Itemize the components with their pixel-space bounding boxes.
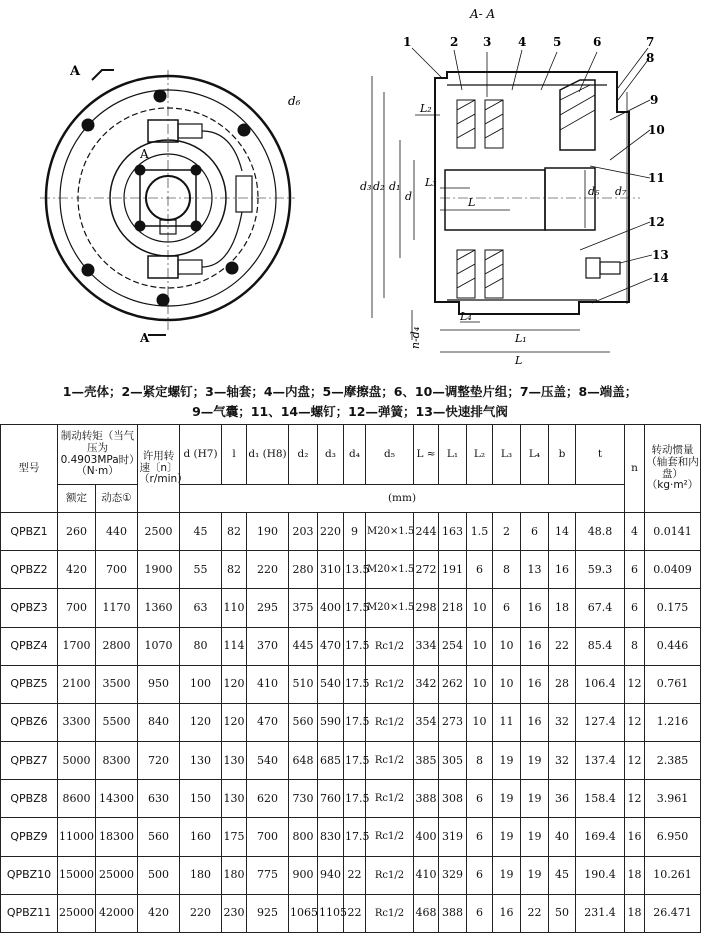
header-d1: d₁ (H8) xyxy=(247,425,289,485)
cell-inertia: 3.961 xyxy=(645,780,701,818)
dim-d2: d₂ xyxy=(373,180,385,193)
cell-L: 388 xyxy=(414,780,439,818)
cell-d5: Rc1/2 xyxy=(366,665,414,703)
dim-d1: d₁ xyxy=(389,180,401,193)
table-row xyxy=(1,742,701,780)
front-view-letter-A: A xyxy=(70,64,81,79)
table-body xyxy=(1,513,701,933)
cell-d5: Rc1/2 xyxy=(366,894,414,932)
cell-L3: 10 xyxy=(493,627,521,665)
cell-l: 130 xyxy=(222,780,247,818)
cell-L1: 273 xyxy=(439,703,467,741)
header-l: l xyxy=(222,425,247,485)
cell-rated-torque: 700 xyxy=(58,589,96,627)
cell-L1: 308 xyxy=(439,780,467,818)
cell-L3: 11 xyxy=(493,703,521,741)
cell-d4: 17.5 xyxy=(344,627,366,665)
technical-drawing xyxy=(0,0,700,375)
dim-d5: d₅ xyxy=(588,185,600,198)
cell-d4: 17.5 xyxy=(344,780,366,818)
cell-L4: 16 xyxy=(521,703,549,741)
cell-d4: 22 xyxy=(344,894,366,932)
cell-L3: 19 xyxy=(493,780,521,818)
front-view-label-d6: d₆ xyxy=(288,94,301,108)
cell-L4: 16 xyxy=(521,589,549,627)
header-b: b xyxy=(549,425,576,485)
cell-inertia: 0.175 xyxy=(645,589,701,627)
cell-l: 82 xyxy=(222,513,247,551)
cell-n: 8 xyxy=(625,627,645,665)
cell-dynamic-torque: 14300 xyxy=(96,780,138,818)
cell-n: 12 xyxy=(625,703,645,741)
cell-d2: 800 xyxy=(289,818,318,856)
cell-d1: 370 xyxy=(247,627,289,665)
cell-d: 120 xyxy=(180,703,222,741)
cell-L1: 319 xyxy=(439,818,467,856)
cell-speed: 560 xyxy=(138,818,180,856)
cell-L4: 19 xyxy=(521,742,549,780)
table-row xyxy=(1,551,701,589)
part-number-6: 6 xyxy=(593,35,602,49)
cell-L4: 6 xyxy=(521,513,549,551)
table-row xyxy=(1,894,701,932)
cell-l: 175 xyxy=(222,818,247,856)
part-number-1: 1 xyxy=(403,35,412,49)
cell-speed: 500 xyxy=(138,856,180,894)
cell-L3: 6 xyxy=(493,589,521,627)
cell-t: 231.4 xyxy=(576,894,625,932)
cell-speed: 2500 xyxy=(138,513,180,551)
section-view xyxy=(372,48,655,352)
cell-L2: 10 xyxy=(467,703,493,741)
cell-dynamic-torque: 1170 xyxy=(96,589,138,627)
table-head xyxy=(1,425,701,513)
cell-L: 298 xyxy=(414,589,439,627)
cell-d4: 17.5 xyxy=(344,665,366,703)
cell-d: 220 xyxy=(180,894,222,932)
cell-L1: 254 xyxy=(439,627,467,665)
cell-t: 158.4 xyxy=(576,780,625,818)
front-view-label-A-left: A xyxy=(140,147,149,161)
part-number-2: 2 xyxy=(450,35,459,49)
cell-t: 59.3 xyxy=(576,551,625,589)
cell-d3: 760 xyxy=(318,780,344,818)
cell-t: 106.4 xyxy=(576,665,625,703)
part-number-13: 13 xyxy=(652,248,669,262)
cell-d4: 13.5 xyxy=(344,551,366,589)
cell-d2: 375 xyxy=(289,589,318,627)
cell-inertia: 10.261 xyxy=(645,856,701,894)
cell-rated-torque: 25000 xyxy=(58,894,96,932)
cell-L4: 19 xyxy=(521,818,549,856)
table-row xyxy=(1,703,701,741)
cell-d3: 685 xyxy=(318,742,344,780)
cell-b: 40 xyxy=(549,818,576,856)
table-row xyxy=(1,818,701,856)
cell-d4: 9 xyxy=(344,513,366,551)
cell-d1: 190 xyxy=(247,513,289,551)
cell-d2: 1065 xyxy=(289,894,318,932)
cell-inertia: 0.0141 xyxy=(645,513,701,551)
part-number-9: 9 xyxy=(650,93,659,107)
cell-d5: Rc1/2 xyxy=(366,703,414,741)
cell-d2: 900 xyxy=(289,856,318,894)
header-L2: L₂ xyxy=(467,425,493,485)
cell-d4: 17.5 xyxy=(344,589,366,627)
part-number-7: 7 xyxy=(646,35,655,49)
cell-b: 32 xyxy=(549,742,576,780)
cell-d3: 540 xyxy=(318,665,344,703)
cell-L1: 163 xyxy=(439,513,467,551)
cell-dynamic-torque: 700 xyxy=(96,551,138,589)
header-d: d (H7) xyxy=(180,425,222,485)
dim-L3: L₃ xyxy=(425,176,437,189)
dim-n-d4: n-d₄ xyxy=(409,326,422,349)
cell-speed: 630 xyxy=(138,780,180,818)
cell-rated-torque: 1700 xyxy=(58,627,96,665)
cell-rated-torque: 2100 xyxy=(58,665,96,703)
table-row xyxy=(1,665,701,703)
cell-n: 18 xyxy=(625,856,645,894)
header-n: n xyxy=(625,425,645,513)
cell-dynamic-torque: 25000 xyxy=(96,856,138,894)
cell-t: 48.8 xyxy=(576,513,625,551)
cell-b: 18 xyxy=(549,589,576,627)
cell-d3: 1105 xyxy=(318,894,344,932)
cell-d1: 470 xyxy=(247,703,289,741)
header-rated: 额定 xyxy=(58,485,96,513)
header-L1: L₁ xyxy=(439,425,467,485)
cell-inertia: 0.0409 xyxy=(645,551,701,589)
cell-dynamic-torque: 5500 xyxy=(96,703,138,741)
cell-L4: 22 xyxy=(521,894,549,932)
cell-d5: Rc1/2 xyxy=(366,627,414,665)
cell-speed: 950 xyxy=(138,665,180,703)
cell-L: 354 xyxy=(414,703,439,741)
cell-d1: 295 xyxy=(247,589,289,627)
cell-n: 18 xyxy=(625,894,645,932)
cell-inertia: 2.385 xyxy=(645,742,701,780)
cell-L: 410 xyxy=(414,856,439,894)
cell-model: QPBZ6 xyxy=(1,703,58,741)
part-number-8: 8 xyxy=(646,51,655,65)
cell-d1: 620 xyxy=(247,780,289,818)
cell-rated-torque: 11000 xyxy=(58,818,96,856)
header-dynamic: 动态① xyxy=(96,485,138,513)
section-label: A- A xyxy=(470,7,496,21)
cell-model: QPBZ8 xyxy=(1,780,58,818)
cell-L2: 6 xyxy=(467,856,493,894)
cell-L2: 8 xyxy=(467,742,493,780)
cell-d3: 310 xyxy=(318,551,344,589)
cell-d1: 410 xyxy=(247,665,289,703)
cell-L: 272 xyxy=(414,551,439,589)
cell-rated-torque: 8600 xyxy=(58,780,96,818)
header-d2: d₂ xyxy=(289,425,318,485)
cell-d1: 540 xyxy=(247,742,289,780)
cell-L2: 1.5 xyxy=(467,513,493,551)
cell-rated-torque: 15000 xyxy=(58,856,96,894)
dim-L2: L₂ xyxy=(420,102,432,115)
cell-d5: Rc1/2 xyxy=(366,818,414,856)
cell-L2: 10 xyxy=(467,627,493,665)
cell-d1: 925 xyxy=(247,894,289,932)
cell-d5: Rc1/2 xyxy=(366,780,414,818)
part-number-10: 10 xyxy=(648,123,665,137)
cell-d5: Rc1/2 xyxy=(366,856,414,894)
cell-d: 180 xyxy=(180,856,222,894)
cell-speed: 1900 xyxy=(138,551,180,589)
specification-table xyxy=(0,424,701,933)
header-d3: d₃ xyxy=(318,425,344,485)
cell-inertia: 6.950 xyxy=(645,818,701,856)
dim-d3: d₃ xyxy=(360,180,372,193)
cell-d3: 590 xyxy=(318,703,344,741)
cell-d2: 445 xyxy=(289,627,318,665)
header-L: L ≈ xyxy=(414,425,439,485)
cell-L1: 218 xyxy=(439,589,467,627)
cell-model: QPBZ9 xyxy=(1,818,58,856)
cell-L3: 19 xyxy=(493,856,521,894)
cell-d: 63 xyxy=(180,589,222,627)
cell-d: 45 xyxy=(180,513,222,551)
cell-d3: 830 xyxy=(318,818,344,856)
part-number-3: 3 xyxy=(483,35,492,49)
cell-speed: 1360 xyxy=(138,589,180,627)
cell-b: 14 xyxy=(549,513,576,551)
cell-d5: M20×1.5 xyxy=(366,589,414,627)
cell-L: 342 xyxy=(414,665,439,703)
cell-L3: 8 xyxy=(493,551,521,589)
cell-dynamic-torque: 8300 xyxy=(96,742,138,780)
cell-model: QPBZ11 xyxy=(1,894,58,932)
cell-n: 12 xyxy=(625,742,645,780)
header-t: t xyxy=(576,425,625,485)
part-number-5: 5 xyxy=(553,35,562,49)
cell-L1: 262 xyxy=(439,665,467,703)
dim-L4: L₄ xyxy=(460,310,472,323)
cell-model: QPBZ7 xyxy=(1,742,58,780)
cell-l: 120 xyxy=(222,703,247,741)
cell-L3: 16 xyxy=(493,894,521,932)
cell-l: 130 xyxy=(222,742,247,780)
cell-L1: 329 xyxy=(439,856,467,894)
legend-line-1: 1—壳体；2—紧定螺钉；3—轴套；4—内盘；5—摩擦盘；6、10—调整垫片组；7—压盖；8—端盖； xyxy=(62,384,638,399)
header-L3: L₃ xyxy=(493,425,521,485)
cell-l: 180 xyxy=(222,856,247,894)
header-inertia: 转动惯量（轴套和内盘）（kg·m²） xyxy=(645,425,701,513)
header-d5: d₅ xyxy=(366,425,414,485)
cell-d4: 17.5 xyxy=(344,818,366,856)
cell-L2: 6 xyxy=(467,551,493,589)
cell-n: 6 xyxy=(625,551,645,589)
dim-L: L xyxy=(515,354,523,367)
cell-inertia: 0.446 xyxy=(645,627,701,665)
cell-L2: 6 xyxy=(467,780,493,818)
header-speed: 许用转速〔n〕（r/min） xyxy=(138,425,180,513)
table-row xyxy=(1,856,701,894)
front-view-label-A-bottom: A xyxy=(140,331,150,345)
dim-L-inner: L xyxy=(468,196,476,209)
cell-t: 127.4 xyxy=(576,703,625,741)
cell-t: 190.4 xyxy=(576,856,625,894)
cell-L: 244 xyxy=(414,513,439,551)
cell-d2: 648 xyxy=(289,742,318,780)
cell-speed: 720 xyxy=(138,742,180,780)
cell-rated-torque: 3300 xyxy=(58,703,96,741)
cell-model: QPBZ5 xyxy=(1,665,58,703)
cell-d: 150 xyxy=(180,780,222,818)
cell-t: 85.4 xyxy=(576,627,625,665)
cell-d1: 220 xyxy=(247,551,289,589)
cell-dynamic-torque: 2800 xyxy=(96,627,138,665)
part-number-4: 4 xyxy=(518,35,527,49)
cell-t: 67.4 xyxy=(576,589,625,627)
cell-dynamic-torque: 440 xyxy=(96,513,138,551)
cell-L4: 16 xyxy=(521,665,549,703)
dim-L1: L₁ xyxy=(515,332,527,345)
cell-b: 16 xyxy=(549,551,576,589)
cell-L4: 16 xyxy=(521,627,549,665)
cell-l: 114 xyxy=(222,627,247,665)
dim-d7: d₇ xyxy=(615,185,627,198)
cell-d3: 400 xyxy=(318,589,344,627)
cell-dynamic-torque: 3500 xyxy=(96,665,138,703)
cell-d: 55 xyxy=(180,551,222,589)
cell-b: 28 xyxy=(549,665,576,703)
cell-d: 80 xyxy=(180,627,222,665)
cell-d: 100 xyxy=(180,665,222,703)
cell-speed: 1070 xyxy=(138,627,180,665)
cell-inertia: 0.761 xyxy=(645,665,701,703)
table-row xyxy=(1,780,701,818)
cell-d4: 17.5 xyxy=(344,703,366,741)
cell-L: 400 xyxy=(414,818,439,856)
cell-rated-torque: 260 xyxy=(58,513,96,551)
cell-b: 36 xyxy=(549,780,576,818)
cell-d3: 220 xyxy=(318,513,344,551)
cell-L1: 388 xyxy=(439,894,467,932)
cell-d2: 730 xyxy=(289,780,318,818)
cell-rated-torque: 5000 xyxy=(58,742,96,780)
cell-rated-torque: 420 xyxy=(58,551,96,589)
cell-inertia: 26.471 xyxy=(645,894,701,932)
header-mm-unit: (mm) xyxy=(180,485,625,513)
cell-model: QPBZ3 xyxy=(1,589,58,627)
cell-dynamic-torque: 42000 xyxy=(96,894,138,932)
cell-speed: 840 xyxy=(138,703,180,741)
cell-d4: 17.5 xyxy=(344,742,366,780)
cell-model: QPBZ4 xyxy=(1,627,58,665)
cell-model: QPBZ2 xyxy=(1,551,58,589)
cell-l: 120 xyxy=(222,665,247,703)
header-d4: d₄ xyxy=(344,425,366,485)
cell-L3: 19 xyxy=(493,818,521,856)
cell-inertia: 1.216 xyxy=(645,703,701,741)
table-row xyxy=(1,589,701,627)
cell-L2: 6 xyxy=(467,894,493,932)
cell-L2: 10 xyxy=(467,589,493,627)
cell-L3: 10 xyxy=(493,665,521,703)
cell-d5: Rc1/2 xyxy=(366,742,414,780)
cell-d2: 510 xyxy=(289,665,318,703)
cell-l: 110 xyxy=(222,589,247,627)
cell-n: 16 xyxy=(625,818,645,856)
cell-d3: 470 xyxy=(318,627,344,665)
dim-d: d xyxy=(405,190,413,203)
cell-b: 45 xyxy=(549,856,576,894)
cell-L3: 2 xyxy=(493,513,521,551)
cell-d1: 775 xyxy=(247,856,289,894)
part-number-11: 11 xyxy=(648,171,665,185)
cell-L2: 6 xyxy=(467,818,493,856)
cell-L: 334 xyxy=(414,627,439,665)
cell-L4: 19 xyxy=(521,856,549,894)
cell-n: 12 xyxy=(625,665,645,703)
cell-d4: 22 xyxy=(344,856,366,894)
cell-n: 6 xyxy=(625,589,645,627)
cell-L4: 13 xyxy=(521,551,549,589)
cell-L1: 191 xyxy=(439,551,467,589)
cell-l: 82 xyxy=(222,551,247,589)
cell-dynamic-torque: 18300 xyxy=(96,818,138,856)
table-row xyxy=(1,627,701,665)
cell-b: 50 xyxy=(549,894,576,932)
cell-t: 169.4 xyxy=(576,818,625,856)
cell-d2: 280 xyxy=(289,551,318,589)
cell-d: 130 xyxy=(180,742,222,780)
part-number-14: 14 xyxy=(652,271,669,285)
cell-L: 468 xyxy=(414,894,439,932)
header-model: 型号 xyxy=(1,425,58,513)
cell-d1: 700 xyxy=(247,818,289,856)
cell-b: 22 xyxy=(549,627,576,665)
cell-d3: 940 xyxy=(318,856,344,894)
cell-L4: 19 xyxy=(521,780,549,818)
cell-d2: 203 xyxy=(289,513,318,551)
part-number-12: 12 xyxy=(648,215,665,229)
cell-n: 12 xyxy=(625,780,645,818)
cell-L3: 19 xyxy=(493,742,521,780)
cell-d: 160 xyxy=(180,818,222,856)
cell-d5: M20×1.5 xyxy=(366,513,414,551)
cell-model: QPBZ1 xyxy=(1,513,58,551)
cell-t: 137.4 xyxy=(576,742,625,780)
header-L4: L₄ xyxy=(521,425,549,485)
cell-n: 4 xyxy=(625,513,645,551)
cell-model: QPBZ10 xyxy=(1,856,58,894)
cell-L1: 305 xyxy=(439,742,467,780)
cell-L2: 10 xyxy=(467,665,493,703)
front-view xyxy=(40,70,295,335)
legend-line-2: 9—气囊；11、14—螺钉；12—弹簧；13—快速排气阀 xyxy=(192,404,508,419)
cell-b: 32 xyxy=(549,703,576,741)
cell-d2: 560 xyxy=(289,703,318,741)
cell-L: 385 xyxy=(414,742,439,780)
cell-d5: M20×1.5 xyxy=(366,551,414,589)
header-torque: 制动转矩（当气压为0.4903MPa时）（N·m） xyxy=(58,425,138,485)
cell-l: 230 xyxy=(222,894,247,932)
table-row xyxy=(1,513,701,551)
cell-speed: 420 xyxy=(138,894,180,932)
